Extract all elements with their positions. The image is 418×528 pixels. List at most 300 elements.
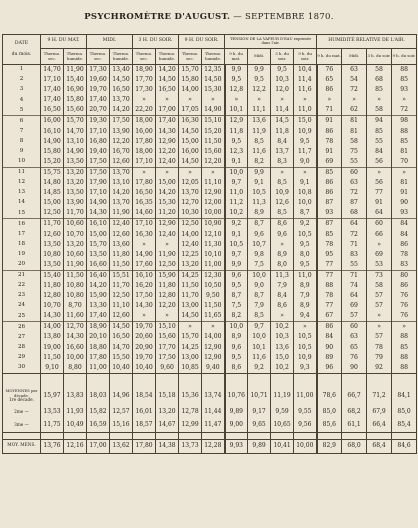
value-cell: 16,30	[179, 116, 202, 127]
mean-value: 9,59	[271, 406, 294, 419]
spacer-cell	[248, 373, 271, 386]
value-cell: 86	[317, 85, 342, 95]
value-cell: 8,5	[248, 137, 271, 147]
value-cell: 12,00	[202, 198, 225, 208]
value-cell: 15,30	[156, 198, 179, 208]
value-cell: 10,5	[294, 230, 317, 240]
value-cell: 20,10	[87, 332, 110, 342]
header-date	[3, 35, 41, 65]
value-cell: 18,00	[133, 116, 156, 127]
spacer-cell	[179, 373, 202, 386]
value-cell: 16,00	[179, 147, 202, 157]
value-cell: 9,1	[225, 157, 248, 168]
value-cell: 11,00	[87, 363, 110, 374]
subheader-h3s: 3 h. du soir.	[367, 49, 392, 65]
value-cell: »	[179, 167, 202, 178]
value-cell: 13,10	[64, 137, 87, 147]
subheader-h9m: 9 h. du mat.	[317, 49, 342, 65]
value-cell: 12,0	[271, 85, 294, 95]
value-cell: 11,00	[202, 260, 225, 271]
day-cell: 24	[3, 301, 41, 311]
value-cell: 10,8	[294, 188, 317, 198]
value-cell: 64	[367, 208, 392, 219]
value-cell: 8,4	[271, 291, 294, 301]
mean-value: 10,76	[225, 386, 248, 406]
value-cell: 11,3	[248, 198, 271, 208]
value-cell: 14,70	[110, 343, 133, 353]
subheader-hmidi: Midi.	[342, 49, 367, 65]
value-cell: 68	[342, 208, 367, 219]
mean-value: 9,89	[225, 406, 248, 419]
monthly-mean-value: 68,4	[367, 439, 392, 453]
spacer-cell	[202, 432, 225, 439]
value-cell: 11,70	[110, 281, 133, 291]
value-cell: 86	[392, 281, 417, 291]
spacer-cell	[225, 432, 248, 439]
mean-value: 16,59	[87, 419, 110, 433]
table-row	[3, 240, 417, 250]
value-cell: 17,10	[41, 75, 64, 85]
subheader-therm-sec: Thermo. sec.	[133, 49, 156, 65]
value-cell: 8,7	[248, 219, 271, 230]
value-cell: 9,1	[294, 178, 317, 188]
value-cell: 16,90	[64, 85, 87, 95]
value-cell: 10,7	[248, 240, 271, 250]
mean-row	[3, 386, 417, 406]
value-cell: 17,40	[41, 85, 64, 95]
mean-value: 9,55	[294, 406, 317, 419]
value-cell: 88	[392, 363, 417, 374]
value-cell: 19,60	[87, 75, 110, 85]
value-cell: 14,30	[41, 311, 64, 322]
value-cell: 13,70	[110, 95, 133, 105]
spacer-row	[3, 432, 417, 439]
value-cell: 17,05	[179, 105, 202, 116]
value-cell: 17,80	[133, 137, 156, 147]
value-cell: 11,80	[41, 281, 64, 291]
subheader-h9s: 9 h. du soir.	[392, 49, 417, 65]
mean-value: 11,47	[202, 419, 225, 433]
value-cell: 10,80	[64, 281, 87, 291]
value-cell: 88	[392, 332, 417, 342]
value-cell: 16,10	[133, 270, 156, 281]
value-cell: 13,50	[64, 157, 87, 168]
value-cell: 12,90	[202, 188, 225, 198]
value-cell: 12,50	[156, 260, 179, 271]
mean-value: 85,0	[392, 406, 417, 419]
value-cell: 11,10	[110, 301, 133, 311]
value-cell: 10,0	[248, 332, 271, 342]
value-cell: »	[225, 95, 248, 105]
value-cell: 13,70	[110, 167, 133, 178]
value-cell: 9,2	[248, 363, 271, 374]
table-row	[3, 363, 417, 374]
value-cell: 12,90	[202, 343, 225, 353]
value-cell: 16,70	[110, 147, 133, 157]
value-cell: 11,0	[294, 270, 317, 281]
value-cell: 10,5	[294, 332, 317, 342]
value-cell: 65	[342, 343, 367, 353]
value-cell: 12,35	[202, 65, 225, 76]
value-cell: 14,50	[179, 157, 202, 168]
value-cell: 8,6	[271, 219, 294, 230]
spacer-cell	[41, 373, 64, 386]
value-cell: 18,90	[133, 65, 156, 76]
mean-value: 9,56	[294, 419, 317, 433]
value-cell: 77	[367, 188, 392, 198]
value-cell: 13,90	[110, 127, 133, 137]
value-cell: 10,90	[202, 219, 225, 230]
mean-value: 13,20	[156, 406, 179, 419]
value-cell: 11,60	[64, 311, 87, 322]
value-cell: 13,70	[110, 198, 133, 208]
value-cell: 88	[392, 353, 417, 363]
value-cell: 7,5	[225, 301, 248, 311]
value-cell: 13,00	[179, 301, 202, 311]
day-cell: 15	[3, 208, 41, 219]
mean-period: 2me —	[14, 409, 29, 414]
value-cell: »	[367, 95, 392, 105]
value-cell: 14,90	[202, 105, 225, 116]
value-cell: 8,7	[248, 291, 271, 301]
value-cell: 15,00	[156, 178, 179, 188]
value-cell: 15,10	[156, 322, 179, 333]
table-row	[3, 322, 417, 333]
value-cell: 9,5	[248, 75, 271, 85]
value-cell: 63	[342, 178, 367, 188]
value-cell: 10,80	[41, 250, 64, 260]
header-9h-soir: 9 H. DU SOIR.	[179, 35, 225, 49]
mean-value: 15,18	[156, 386, 179, 406]
value-cell: 15,40	[64, 75, 87, 85]
value-cell: 10,1	[225, 105, 248, 116]
value-cell: 14,70	[64, 127, 87, 137]
value-cell: 10,5	[294, 343, 317, 353]
value-cell: 8,9	[294, 281, 317, 291]
subheader-h9s: 9 h. du soir.	[294, 49, 317, 65]
value-cell: 9,5	[225, 353, 248, 363]
value-cell: 13,20	[179, 260, 202, 271]
monthly-mean-value: 12,28	[202, 439, 225, 453]
value-cell: 78	[317, 137, 342, 147]
value-cell: 14,60	[133, 208, 156, 219]
table-row	[3, 147, 417, 157]
value-cell: 85	[392, 75, 417, 85]
value-cell: »	[342, 95, 367, 105]
value-cell: 11,10	[202, 178, 225, 188]
value-cell: 14,00	[179, 230, 202, 240]
value-cell: »	[156, 167, 179, 178]
value-cell: 14,80	[41, 178, 64, 188]
mean-value: 15,16	[110, 419, 133, 433]
value-cell: 17,50	[110, 116, 133, 127]
value-cell: 12,40	[156, 157, 179, 168]
value-cell: 93	[317, 208, 342, 219]
value-cell: 10,0	[225, 167, 248, 178]
value-cell: 16,60	[87, 260, 110, 271]
monthly-mean-value: 17,00	[87, 439, 110, 453]
value-cell: 14,20	[156, 188, 179, 198]
day-cell: 6	[3, 116, 41, 127]
value-cell: 19,40	[87, 147, 110, 157]
value-cell: 13,10	[110, 178, 133, 188]
value-cell: 12,6	[271, 198, 294, 208]
value-cell: 11,80	[110, 250, 133, 260]
monthly-mean-value: 68,0	[342, 439, 367, 453]
monthly-mean-value: 10,00	[294, 439, 317, 453]
value-cell: 10,40	[133, 363, 156, 374]
table-row	[3, 291, 417, 301]
value-cell: 14,20	[110, 188, 133, 198]
value-cell: 13,20	[64, 178, 87, 188]
value-cell: 10,30	[179, 208, 202, 219]
value-cell: 76	[317, 65, 342, 76]
value-cell: 53	[367, 260, 392, 271]
value-cell: 62	[342, 105, 367, 116]
spacer-cell	[367, 373, 392, 386]
value-cell: 74	[342, 281, 367, 291]
mean-value: 14,67	[156, 419, 179, 433]
value-cell: 7,9	[271, 281, 294, 291]
value-cell: 12,60	[110, 230, 133, 240]
value-cell: 9,7	[248, 322, 271, 333]
mean-value: 67,9	[367, 406, 392, 419]
day-cell: 2	[3, 75, 41, 85]
value-cell: »	[248, 95, 271, 105]
value-cell: 9,9	[248, 167, 271, 178]
value-cell: 18,90	[87, 322, 110, 333]
value-cell: 81	[392, 147, 417, 157]
value-cell: 79	[367, 353, 392, 363]
page-title	[0, 12, 418, 22]
table-row	[3, 178, 417, 188]
value-cell: 77	[317, 301, 342, 311]
table-row	[3, 75, 417, 85]
spacer-cell	[64, 373, 87, 386]
value-cell: 10,0	[225, 322, 248, 333]
value-cell: 17,10	[133, 219, 156, 230]
value-cell: 11,50	[179, 281, 202, 291]
value-cell: 72	[342, 85, 367, 95]
mean-value: 14,96	[110, 386, 133, 406]
value-cell: 9,5	[225, 281, 248, 291]
monthly-mean-value: 14,38	[156, 439, 179, 453]
mean-value: 13,53	[41, 406, 64, 419]
value-cell: 58	[367, 65, 392, 76]
value-cell: »	[133, 167, 156, 178]
value-cell: 9,5	[294, 260, 317, 271]
value-cell: 76	[392, 301, 417, 311]
value-cell: 13,6	[248, 116, 271, 127]
header-9h-matin: 9 H. DU MAT.	[41, 35, 87, 49]
value-cell: »	[133, 95, 156, 105]
day-cell: 21	[3, 270, 41, 281]
value-cell: 58	[367, 281, 392, 291]
value-cell: 8,4	[271, 137, 294, 147]
value-cell: 16,40	[87, 270, 110, 281]
value-cell: 19,70	[87, 85, 110, 95]
value-cell: 68	[367, 75, 392, 85]
value-cell: 17,10	[87, 127, 110, 137]
subheader-therm-sec: Thermo. sec.	[41, 49, 64, 65]
value-cell: 17,50	[87, 167, 110, 178]
value-cell: 9,6	[225, 270, 248, 281]
table-row	[3, 85, 417, 95]
value-cell: »	[294, 95, 317, 105]
value-cell: 14,90	[87, 198, 110, 208]
value-cell: 63	[342, 332, 367, 342]
table-row	[3, 353, 417, 363]
day-cell: 30	[3, 363, 41, 374]
value-cell: 11,70	[41, 219, 64, 230]
value-cell: 63	[342, 65, 367, 76]
value-cell: 14,50	[179, 311, 202, 322]
value-cell: 14,25	[179, 343, 202, 353]
monthly-mean-value: 13,73	[179, 439, 202, 453]
value-cell: 9,2	[294, 219, 317, 230]
value-cell: 16,50	[110, 332, 133, 342]
value-cell: 16,50	[133, 188, 156, 198]
value-cell: »	[271, 311, 294, 322]
value-cell: 87	[342, 198, 367, 208]
value-cell: 58	[367, 105, 392, 116]
value-cell: 12,90	[202, 353, 225, 363]
value-cell: 15,20	[202, 127, 225, 137]
mean-value: 11,44	[202, 406, 225, 419]
value-cell: 10,00	[64, 353, 87, 363]
value-cell: 11,6	[248, 147, 271, 157]
value-cell: 76	[342, 353, 367, 363]
value-cell: 14,90	[64, 147, 87, 157]
value-cell: 14,50	[110, 75, 133, 85]
value-cell: 58	[342, 137, 367, 147]
value-cell: »	[367, 240, 392, 250]
value-cell: 60	[342, 167, 367, 178]
value-cell: 12,90	[156, 137, 179, 147]
value-cell: 9,7	[225, 178, 248, 188]
value-cell: 67	[317, 311, 342, 322]
value-cell: 10,3	[271, 332, 294, 342]
value-cell: 17,50	[87, 157, 110, 168]
value-cell: 8,5	[271, 208, 294, 219]
value-cell: 12,40	[110, 219, 133, 230]
value-cell: 60	[367, 219, 392, 230]
value-cell: »	[392, 322, 417, 333]
value-cell: 10,0	[248, 270, 271, 281]
value-cell: 12,70	[64, 322, 87, 333]
mean-value: 68,2	[342, 406, 367, 419]
subheader-therm-hum: Thermo. humide.	[64, 49, 87, 65]
value-cell: 9,9	[225, 260, 248, 271]
value-cell: 11,50	[41, 353, 64, 363]
value-cell: 11,90	[156, 250, 179, 260]
value-cell: 90	[392, 198, 417, 208]
value-cell: 16,50	[41, 105, 64, 116]
value-cell: 15,80	[179, 75, 202, 85]
value-cell: 14,00	[179, 85, 202, 95]
day-cell: 22	[3, 281, 41, 291]
table-row	[3, 343, 417, 353]
value-cell: 9,0	[294, 157, 317, 168]
value-cell: 15,60	[156, 332, 179, 342]
value-cell: 14,20	[87, 281, 110, 291]
mean-value: 9,65	[248, 419, 271, 433]
value-cell: 10,10	[202, 250, 225, 260]
value-cell: 91	[367, 198, 392, 208]
value-cell: 89	[317, 353, 342, 363]
value-cell: 14,85	[41, 188, 64, 198]
value-cell: 12,20	[156, 147, 179, 157]
value-cell: 17,60	[133, 260, 156, 271]
mean-value: 71,2	[367, 386, 392, 406]
monthly-mean-value: 82,9	[317, 439, 342, 453]
day-cell: 5	[3, 105, 41, 116]
value-cell: 56	[367, 157, 392, 168]
value-cell: 14,30	[87, 208, 110, 219]
value-cell: 8,7	[225, 291, 248, 301]
value-cell: 9,9	[248, 65, 271, 76]
mean-value: 66,4	[367, 419, 392, 433]
value-cell: 13,20	[64, 240, 87, 250]
value-cell: 12,10	[202, 230, 225, 240]
value-cell: 15,30	[202, 85, 225, 95]
monthly-mean-value: 17,80	[133, 439, 156, 453]
value-cell: 64	[342, 291, 367, 301]
value-cell: 55	[342, 157, 367, 168]
subheader-therm-sec: Thermo. sec.	[87, 49, 110, 65]
value-cell: 14,50	[202, 75, 225, 85]
subheader-therm-hum: Thermo. humide.	[110, 49, 133, 65]
mean-period: 1re décade.	[9, 396, 34, 402]
mean-value: 13,74	[202, 386, 225, 406]
value-cell: 71	[317, 105, 342, 116]
value-cell: 10,0	[294, 198, 317, 208]
value-cell: 15,0	[271, 353, 294, 363]
monthly-mean-row	[3, 439, 417, 453]
value-cell: »	[367, 311, 392, 322]
value-cell: 9,2	[225, 219, 248, 230]
mean-label	[3, 406, 41, 419]
value-cell: »	[317, 95, 342, 105]
value-cell: 69	[367, 250, 392, 260]
value-cell: 17,70	[133, 75, 156, 85]
value-cell: 16,30	[133, 230, 156, 240]
value-cell: »	[202, 322, 225, 333]
value-cell: 8,0	[271, 260, 294, 271]
value-cell: 9,5	[294, 240, 317, 250]
value-cell: 75	[342, 147, 367, 157]
table-row	[3, 157, 417, 168]
value-cell: 7,9	[248, 301, 271, 311]
value-cell: 11,65	[202, 311, 225, 322]
mean-value: 85,6	[317, 419, 342, 433]
value-cell: 13,60	[110, 240, 133, 250]
mean-value: 85,0	[317, 406, 342, 419]
value-cell: 8,70	[64, 301, 87, 311]
value-cell: 16,80	[87, 137, 110, 147]
value-cell: 10,5	[225, 240, 248, 250]
value-cell: 11,50	[202, 301, 225, 311]
value-cell: 14,5	[271, 116, 294, 127]
value-cell: 15,80	[41, 147, 64, 157]
value-cell: 10,70	[41, 301, 64, 311]
table-row	[3, 250, 417, 260]
value-cell: 11,90	[110, 208, 133, 219]
monthly-mean-value: 9,89	[248, 439, 271, 453]
value-cell: 9,3	[294, 363, 317, 374]
value-cell: 17,90	[87, 178, 110, 188]
value-cell: 16,50	[110, 85, 133, 95]
